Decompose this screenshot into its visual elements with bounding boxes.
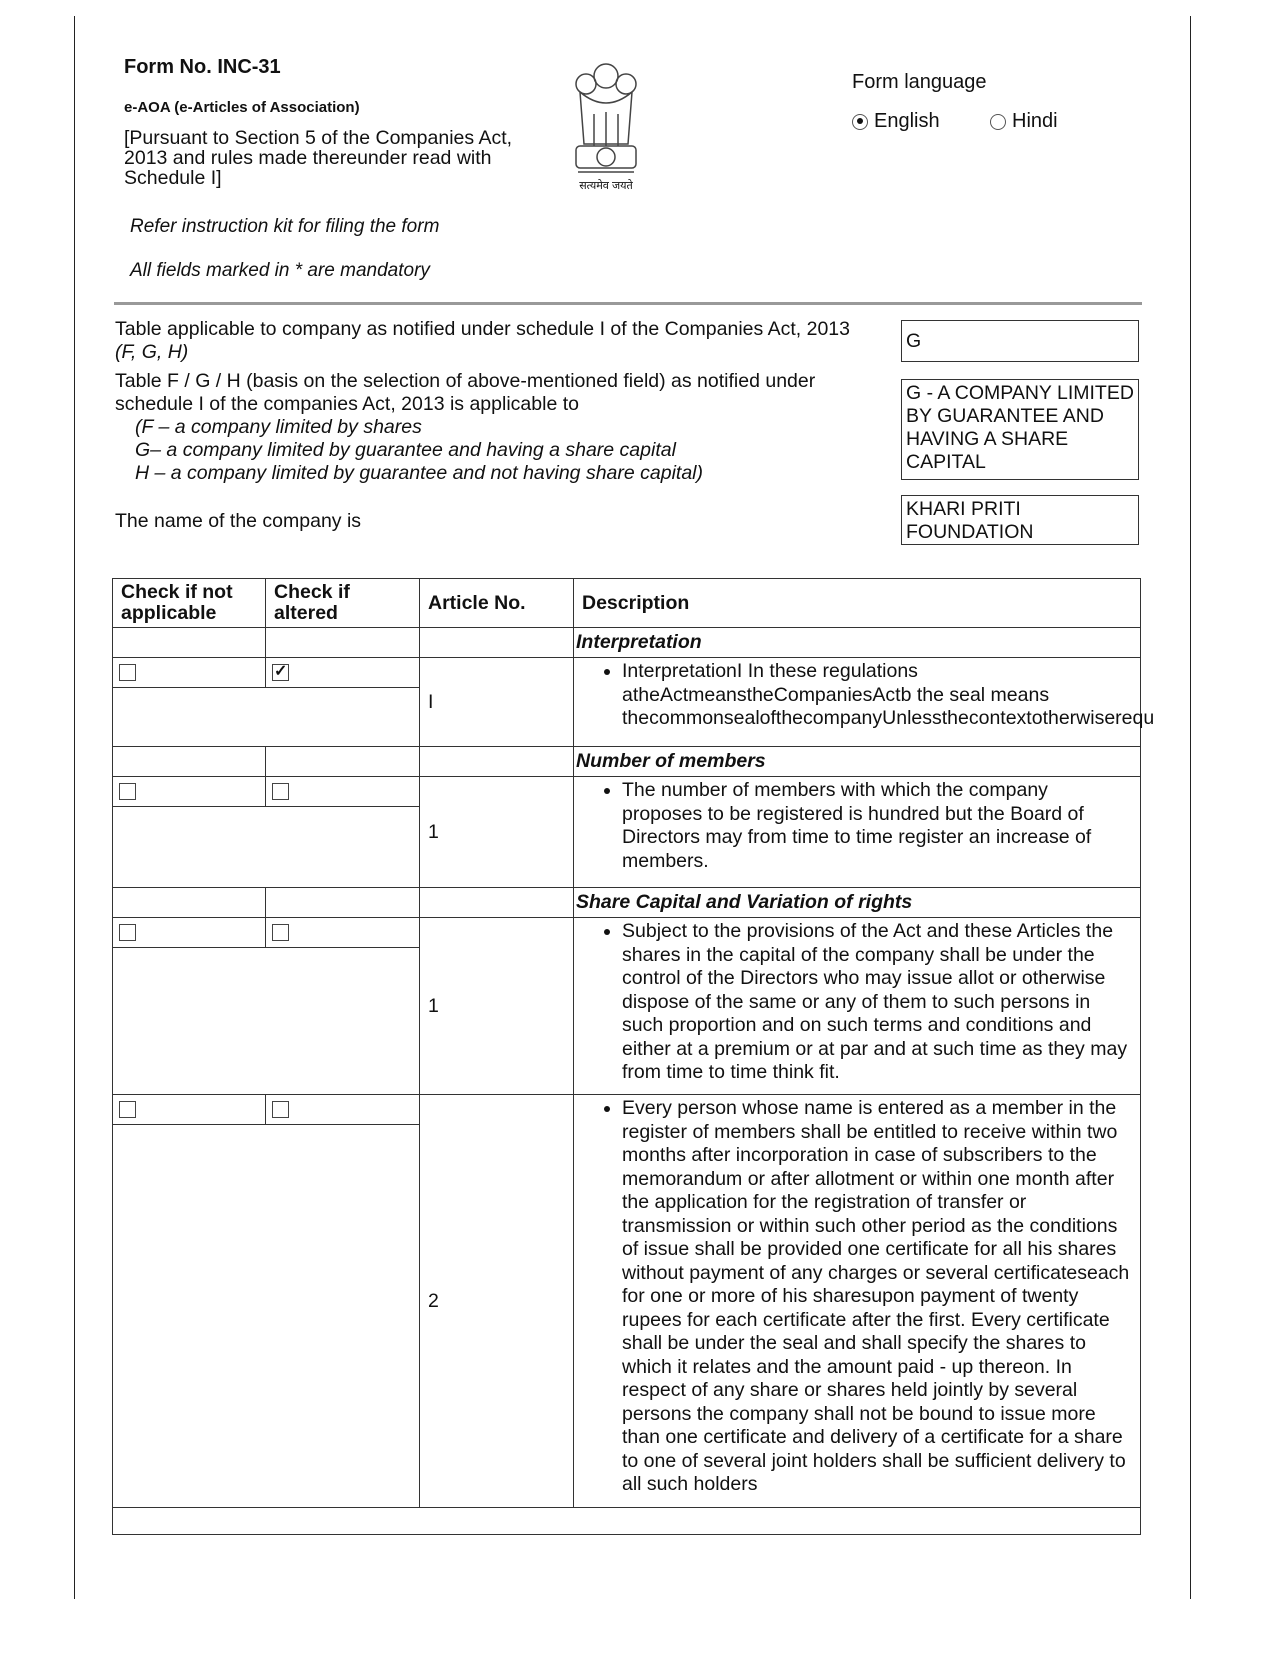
state-emblem-icon	[566, 54, 646, 194]
altered-checkbox[interactable]	[272, 924, 289, 941]
altered-checkbox-checked[interactable]	[272, 664, 289, 681]
desc-text: • Subject to the provisions of the Act and these Articles the shares in the capital of the company shall be under the control of the Directors who may issue allot or otherwise dispose of the same or any of them to such persons in such proportion and on such terms and conditions and either at a premium or at par and at such time as they may from time to time think fit.	[622, 920, 1132, 1085]
pursuant-note: [Pursuant to Section 5 of the Companies Act, 2013 and rules made thereunder read with Schedule I]	[124, 127, 513, 189]
desc-line: atheActmeanstheCompaniesActb the seal means	[622, 683, 1050, 706]
section-row	[113, 628, 1141, 658]
article-description	[574, 918, 1141, 1095]
header-description: Description	[574, 579, 1141, 628]
article-description	[574, 1095, 1141, 1508]
option-h: H – a company limited by guarantee and not having share capital)	[135, 462, 704, 484]
not-applicable-checkbox[interactable]	[119, 1101, 136, 1118]
radio-label: Hindi	[1012, 110, 1058, 132]
desc-line: InterpretationI In these regulations	[622, 660, 918, 682]
section-row	[113, 888, 1141, 918]
header-altered: Check if altered	[266, 579, 420, 628]
applicable-to-question	[115, 370, 885, 485]
table-header-row	[113, 579, 1141, 628]
radio-label: English	[874, 110, 940, 132]
desc-text: • The number of members with which the company proposes to be registered is hundred but the Board of Directors may from time to time register an increase of members.	[622, 779, 1132, 873]
language-radio-english[interactable]	[852, 110, 940, 133]
article-description	[574, 777, 1141, 888]
language-radio-hindi[interactable]	[990, 110, 1058, 133]
desc-line: thecommonsealofthecompanyUnlessthecontextotherwiserequ	[622, 707, 1155, 729]
mandatory-note: All fields marked in * are mandatory	[130, 260, 430, 281]
section-title: Share Capital and Variation of rights	[574, 888, 1141, 918]
form-language-label: Form language	[852, 71, 987, 93]
altered-checkbox[interactable]	[272, 1101, 289, 1118]
form-subtitle: e-AOA (e-Articles of Association)	[124, 99, 360, 116]
section-title: Interpretation	[574, 628, 1141, 658]
instruction-kit-note: Refer instruction kit for filing the form	[130, 216, 440, 237]
table-footer-row	[113, 1508, 1141, 1535]
article-no: 1	[420, 918, 574, 1095]
not-applicable-checkbox[interactable]	[119, 924, 136, 941]
applicable-to-field[interactable]: G - A COMPANY LIMITED BY GUARANTEE AND HAVING A SHARE CAPITAL	[901, 379, 1139, 480]
table-row	[113, 1095, 1141, 1125]
company-name-field[interactable]: KHARI PRITI FOUNDATION	[901, 495, 1139, 545]
article-no: 1	[420, 777, 574, 888]
desc-text: • Every person whose name is entered as a member in the register of members shall be entitled to receive within two months after incorporation in case of subscribers to the memorandum or after allotment or within one month after the application for the registration of transfer or transmission or within such other period as the conditions of issue shall be provided one certificate for all his shares without payment of any charges or several certificateseach for one or more of his sharesupon payment of twenty rupees for each certificate after the first. Every certificate shall be under the seal and shall specify the shares to which it relates and the amount paid - up thereon. In respect of any share or shares held jointly by several persons the company shall not be bound to issue more than one certificate and delivery of a certificate for a share to one of several joint holders shall be sufficient delivery to all such holders	[622, 1097, 1132, 1497]
option-f: (F – a company limited by shares	[135, 416, 422, 438]
section-title: Number of members	[574, 747, 1141, 777]
radio-selected-icon[interactable]	[852, 114, 868, 130]
company-name-label: The name of the company is	[115, 510, 362, 532]
article-no: 2	[420, 1095, 574, 1508]
not-applicable-checkbox[interactable]	[119, 783, 136, 800]
radio-unselected-icon[interactable]	[990, 114, 1006, 130]
not-applicable-checkbox[interactable]	[119, 664, 136, 681]
article-no: I	[420, 658, 574, 747]
question-options: (F, G, H)	[115, 341, 189, 363]
section-row	[113, 747, 1141, 777]
table-row	[113, 777, 1141, 807]
page-border-left	[74, 16, 75, 1599]
header-divider	[114, 302, 1142, 305]
table-applicable-question	[115, 318, 885, 364]
altered-checkbox[interactable]	[272, 783, 289, 800]
header-not-applicable: Check if not applicable	[113, 579, 266, 628]
table-type-field[interactable]: G	[901, 320, 1139, 362]
question-text: Table applicable to company as notified under schedule I of the Companies Act, 2013	[115, 318, 850, 340]
articles-table	[112, 578, 1155, 1535]
form-number: Form No. INC-31	[124, 56, 281, 78]
emblem-motto: सत्यमेव जयते	[579, 180, 633, 192]
table-row	[113, 658, 1141, 688]
page-border-right	[1190, 16, 1191, 1599]
header-article-no: Article No.	[420, 579, 574, 628]
table-row	[113, 918, 1141, 948]
option-g: G– a company limited by guarantee and having a share capital	[135, 439, 676, 461]
article-description	[574, 658, 1155, 747]
question-text: Table F / G / H (basis on the selection of above-mentioned field) as notified under schedule I of the companies Act, 2013 is applicable to	[115, 370, 816, 415]
